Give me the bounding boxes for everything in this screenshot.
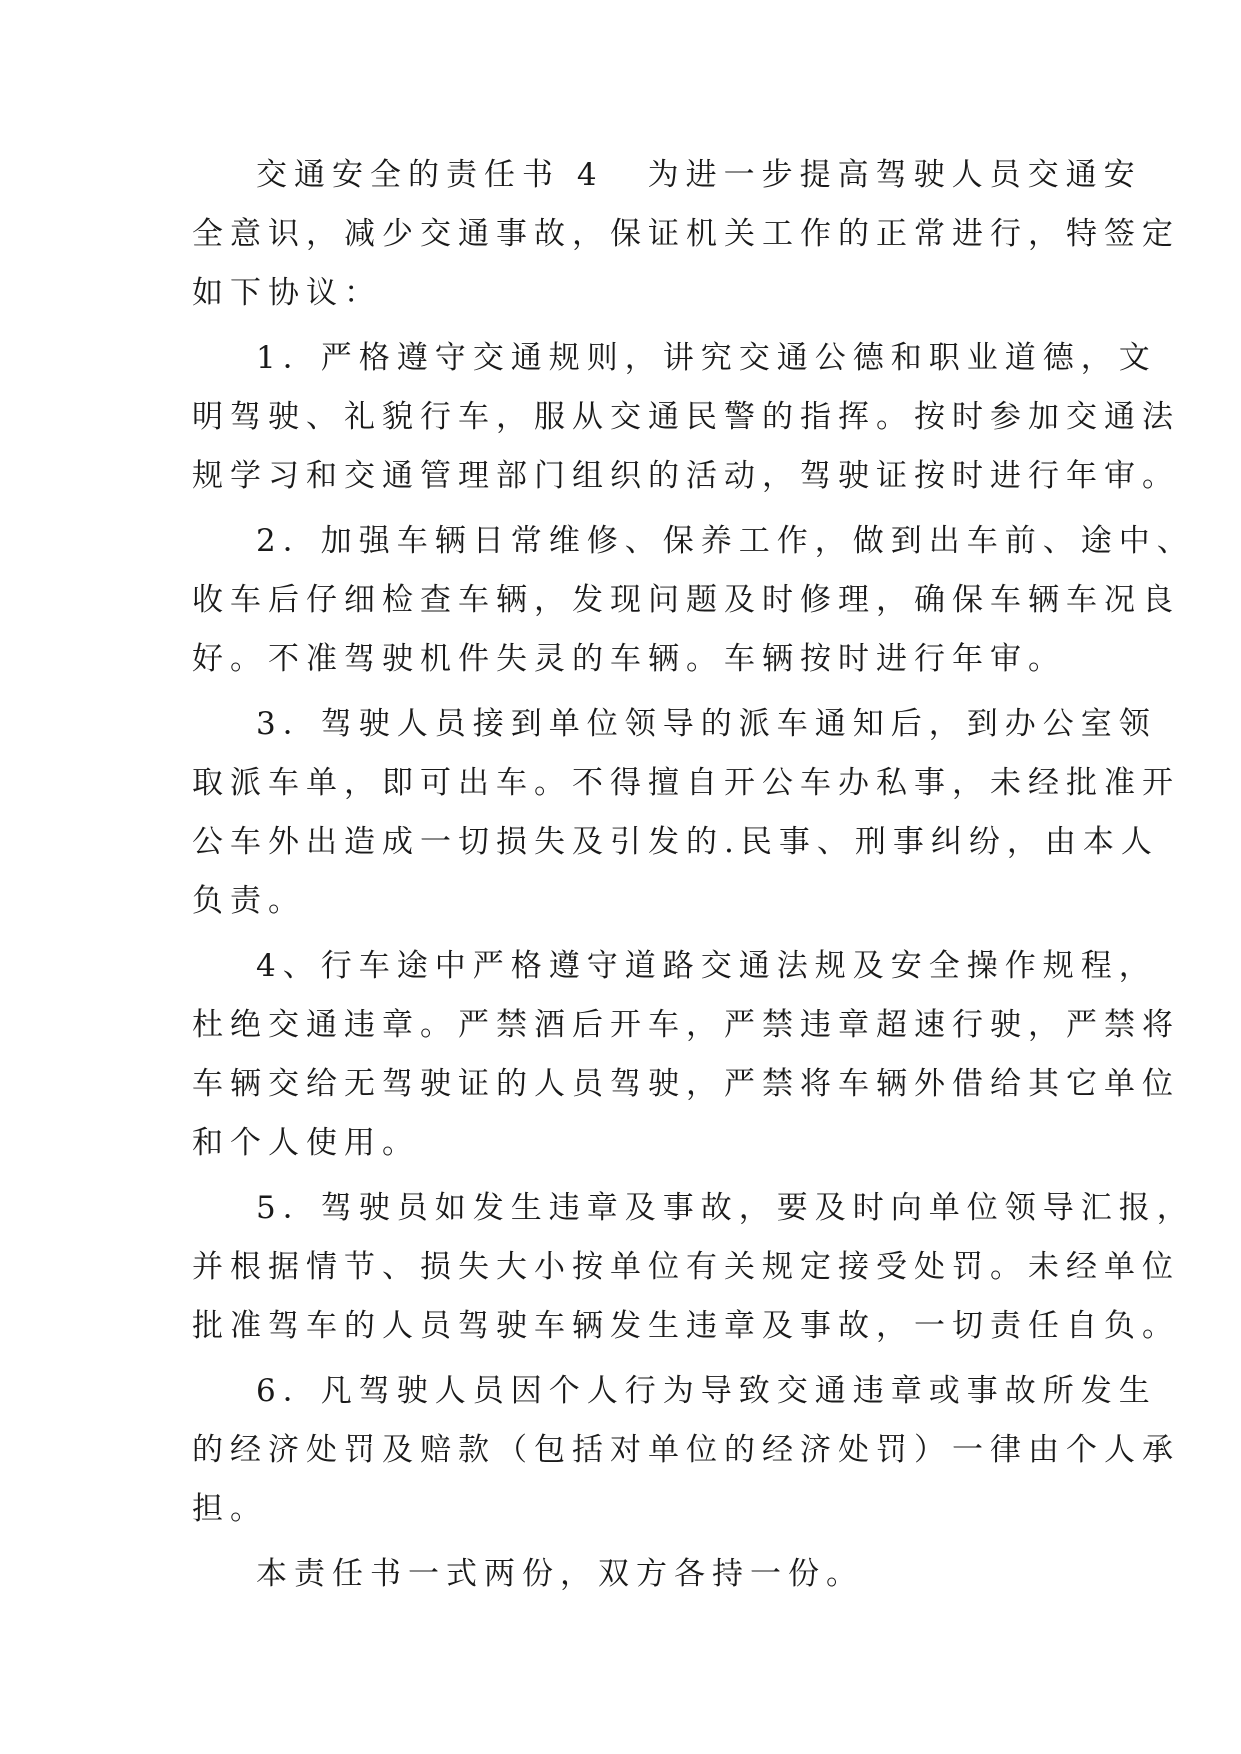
intro-text: 为进一步提高驾驶人员交通安: [647, 157, 1142, 193]
document-title: 交通安全的责任书 4: [256, 157, 604, 193]
item-3-line-3: 公车外出造成一切损失及引发的.民事、刑事纠纷，由本人: [192, 824, 1159, 860]
item-5-line-3: 批准驾车的人员驾驶车辆发生违章及事故，一切责任自负。: [192, 1308, 1180, 1344]
item-6-line-1: 6．凡驾驶人员因个人行为导致交通违章或事故所发生: [256, 1373, 1157, 1409]
item-5-line-2: 并根据情节、损失大小按单位有关规定接受处罚。未经单位: [192, 1249, 1180, 1285]
item-3-line-4: 负责。: [192, 883, 306, 919]
item-4-line-4: 和个人使用。: [192, 1125, 420, 1161]
item-2-line-2: 收车后仔细检查车辆，发现问题及时修理，确保车辆车况良: [192, 582, 1180, 618]
closing-line: 本责任书一式两份，双方各持一份。: [256, 1556, 864, 1592]
item-4-line-2: 杜绝交通违章。严禁酒后开车，严禁违章超速行驶，严禁将: [192, 1007, 1180, 1043]
item-5-line-1: 5．驾驶员如发生违章及事故，要及时向单位领导汇报，: [256, 1190, 1195, 1226]
item-1-line-1: 1．严格遵守交通规则，讲究交通公德和职业道德，文: [256, 340, 1157, 376]
intro-line-3: 如下协议：: [192, 275, 382, 311]
item-6-line-3: 担。: [192, 1491, 268, 1527]
item-6-line-2: 的经济处罚及赔款（包括对单位的经济处罚）一律由个人承: [192, 1432, 1180, 1468]
item-3-line-1: 3．驾驶人员接到单位领导的派车通知后，到办公室领: [256, 706, 1157, 742]
intro-line-1: [192, 155, 1142, 195]
item-4-line-3: 车辆交给无驾驶证的人员驾驶，严禁将车辆外借给其它单位: [192, 1066, 1180, 1102]
document-body: [192, 155, 1195, 1613]
item-4-line-1: 4、行车途中严格遵守道路交通法规及安全操作规程，: [256, 948, 1157, 984]
item-2-line-1: 2．加强车辆日常维修、保养工作，做到出车前、途中、: [256, 523, 1195, 559]
item-3-line-2: 取派车单，即可出车。不得擅自开公车办私事，未经批准开: [192, 765, 1180, 801]
intro-line-2: 全意识，减少交通事故，保证机关工作的正常进行，特签定: [192, 216, 1180, 252]
item-1-line-3: 规学习和交通管理部门组织的活动，驾驶证按时进行年审。: [192, 458, 1180, 494]
item-1-line-2: 明驾驶、礼貌行车，服从交通民警的指挥。按时参加交通法: [192, 399, 1180, 435]
item-2-line-3: 好。不准驾驶机件失灵的车辆。车辆按时进行年审。: [192, 641, 1066, 677]
